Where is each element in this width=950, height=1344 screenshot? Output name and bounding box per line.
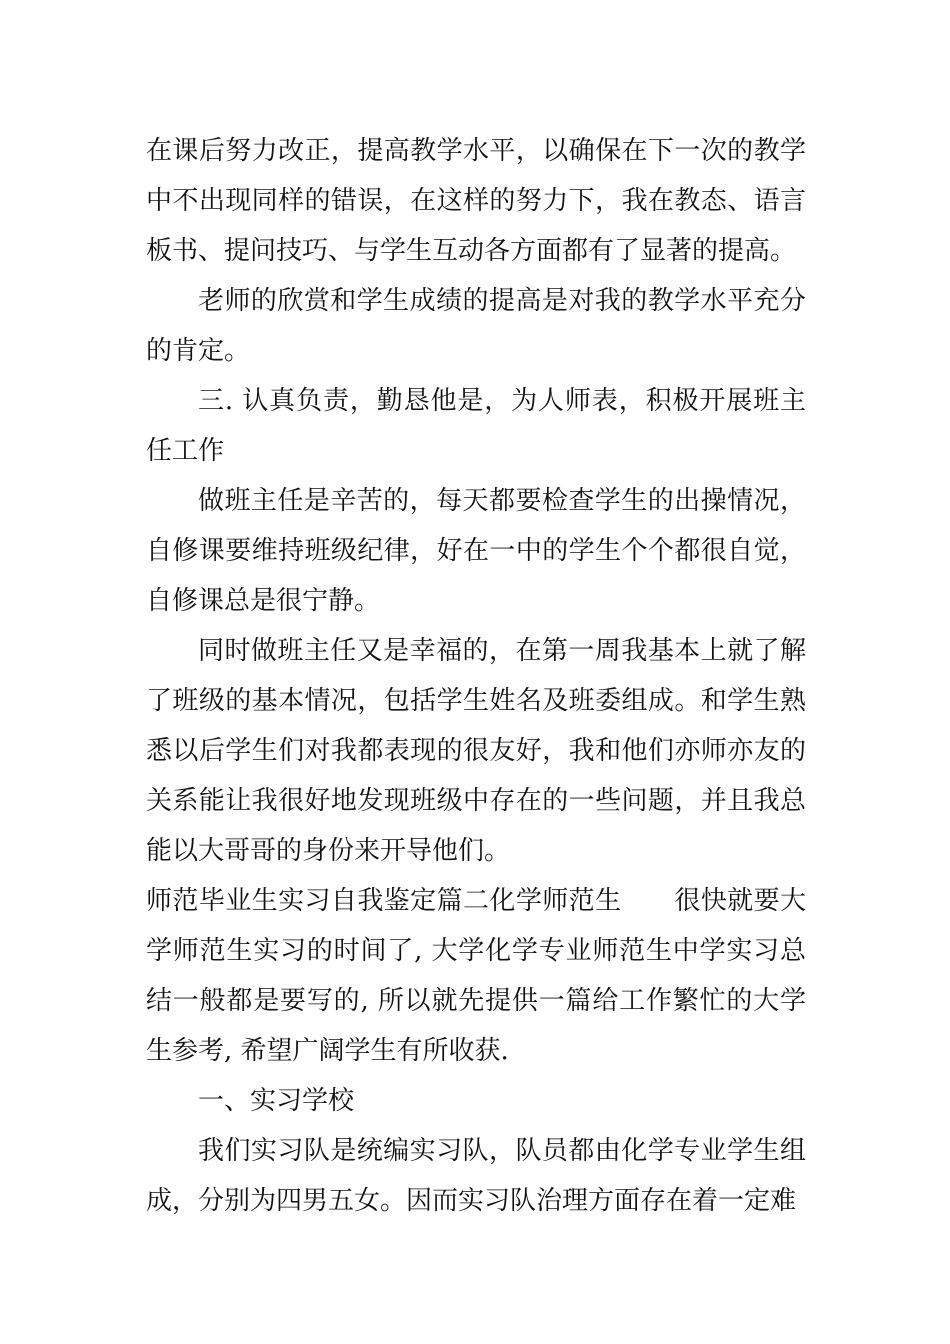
paragraph-8: 我们实习队是统编实习队，队员都由化学专业学生组成，分别为四男五女。因而实习队治理方面存在着一定难	[146, 1136, 806, 1216]
paragraph-4: 做班主任是辛苦的，每天都要检查学生的出操情况，自修课要维持班级纪律，好在一中的学生个个都很自觉，自修课总是很宁静。	[146, 486, 806, 616]
section-heading-three: 三. 认真负责，勤恳他是，为人师表，积极开展班主任工作	[146, 386, 806, 466]
paragraph-5: 同时做班主任又是幸福的，在第一周我基本上就了解了班级的基本情况，包括学生姓名及班委组成。和学生熟悉以后学生们对我都表现的很友好，我和他们亦师亦友的关系能让我很好地发现班级中存在的一些问题，并且我总能以大哥哥的身份来开导他们。	[146, 636, 806, 866]
section-heading-one: 一、实习学校	[198, 1086, 355, 1116]
paragraph-1: 在课后努力改正，提高教学水平，以确保在下一次的教学中不出现同样的错误，在这样的努力下，我在教态、语言板书、提问技巧、与学生互动各方面都有了显著的提高。	[146, 136, 806, 266]
paragraph-2: 老师的欣赏和学生成绩的提高是对我的教学水平充分的肯定。	[146, 286, 806, 366]
paragraph-6: 师范毕业生实习自我鉴定篇二化学师范生 很快就要大学师范生实习的时间了, 大学化学专业师范生中学实习总结一般都是要写的, 所以就先提供一篇给工作繁忙的大学生参考, 希望广阔学生有所收获.	[146, 886, 806, 1066]
document-body	[146, 126, 806, 1226]
